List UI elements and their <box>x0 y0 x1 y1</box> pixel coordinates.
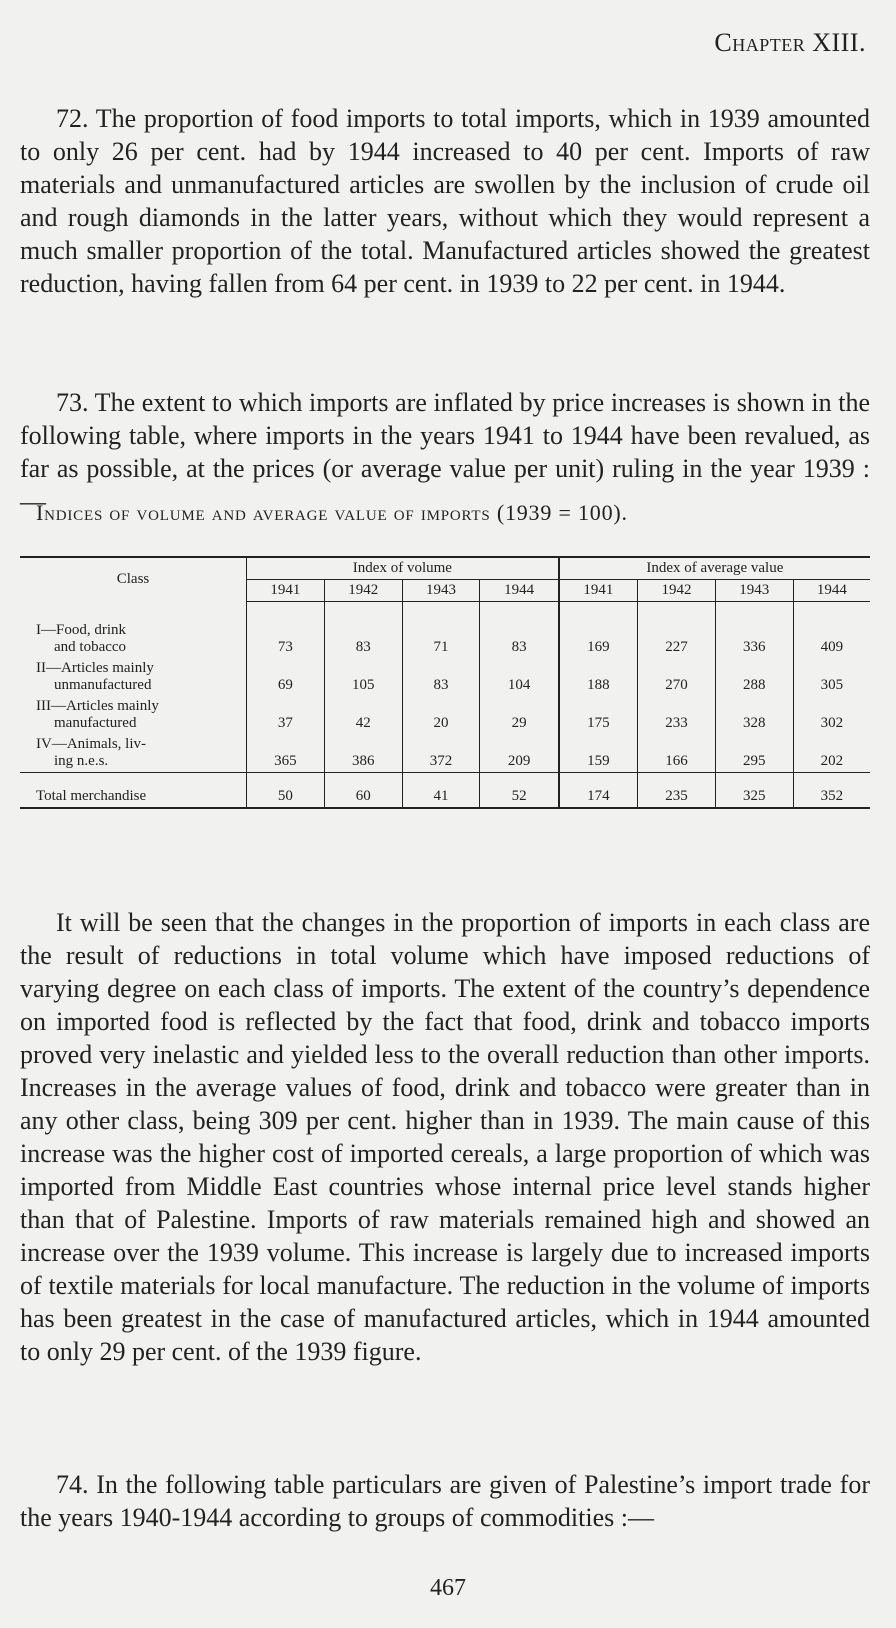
value-cell: 288 <box>715 658 793 696</box>
value-cell: 328 <box>715 696 793 734</box>
total-row <box>20 773 870 809</box>
year-header: 1941 <box>247 580 325 602</box>
table-row <box>20 658 870 696</box>
volume-cell: 104 <box>480 658 559 696</box>
volume-cell: 50 <box>247 773 325 809</box>
value-cell: 235 <box>638 773 716 809</box>
volume-cell: 83 <box>480 602 559 659</box>
year-header: 1944 <box>793 580 870 602</box>
class-label: IV—Animals, liv- ing n.e.s. <box>36 736 146 769</box>
volume-cell: 73 <box>247 602 325 659</box>
value-cell: 295 <box>715 734 793 773</box>
value-cell: 409 <box>793 602 870 659</box>
value-cell: 302 <box>793 696 870 734</box>
total-label: Total merchandise <box>20 773 247 809</box>
table-row <box>20 602 870 659</box>
class-label: I—Food, drink and tobacco <box>36 622 127 655</box>
indices-table <box>20 556 870 809</box>
value-cell: 227 <box>638 602 716 659</box>
volume-group-header: Index of volume <box>247 557 559 580</box>
class-label: II—Articles mainly unmanufactured <box>36 660 154 693</box>
table-row <box>20 734 870 773</box>
value-cell: 202 <box>793 734 870 773</box>
year-header: 1943 <box>715 580 793 602</box>
value-cell: 175 <box>559 696 638 734</box>
year-header: 1942 <box>638 580 716 602</box>
volume-cell: 365 <box>247 734 325 773</box>
paragraph-73-continued: It will be seen that the changes in the proportion of imports in each class are the result of reductions in total volume which have imposed reductions of varying degree on each class of imports. The extent of the country’s dependence on imported food is reflected by the fact that food, drink and tobacco imports proved very inelastic and yielded less to the overall reduction than other imports. Increases in the average values of food, drink and tobacco were greater than in any other class, being 309 per cent. higher than in 1939. The main cause of this increase was the higher cost of imported cereals, a large proportion of which was imported from Middle East countries whose internal price level stands higher than that of Palestine. Imports of raw materials remained high and showed an increase over the 1939 volume. This increase is largely due to increased imports of textile materials for local manufacture. The reduction in the volume of imports has been greatest in the case of manufactured articles, which in 1944 amounted to only 29 per cent. of the 1939 figure. <box>20 908 870 1366</box>
class-label: III—Articles mainly manufactured <box>36 698 159 731</box>
value-cell: 325 <box>715 773 793 809</box>
value-group-header: Index of average value <box>559 557 870 580</box>
volume-cell: 105 <box>324 658 402 696</box>
value-cell: 336 <box>715 602 793 659</box>
volume-cell: 60 <box>324 773 402 809</box>
volume-cell: 52 <box>480 773 559 809</box>
volume-cell: 83 <box>402 658 480 696</box>
value-cell: 188 <box>559 658 638 696</box>
volume-cell: 69 <box>247 658 325 696</box>
volume-cell: 41 <box>402 773 480 809</box>
value-cell: 159 <box>559 734 638 773</box>
paragraph-74: 74. In the following table particulars are given of Palestine’s import trade for the years 1940-1944 according to groups of commodities :— <box>20 1470 870 1532</box>
class-column-header: Class <box>20 557 247 602</box>
value-cell: 169 <box>559 602 638 659</box>
year-header: 1942 <box>324 580 402 602</box>
volume-cell: 37 <box>247 696 325 734</box>
value-cell: 233 <box>638 696 716 734</box>
value-cell: 352 <box>793 773 870 809</box>
chapter-heading: Chapter XIII. <box>714 28 866 57</box>
year-header: 1941 <box>559 580 638 602</box>
value-cell: 174 <box>559 773 638 809</box>
volume-cell: 209 <box>480 734 559 773</box>
value-cell: 305 <box>793 658 870 696</box>
paragraph-73: 73. The extent to which imports are inflated by price increases is shown in the following table, where imports in the years 1941 to 1944 have been revalued, as far as possible, at the prices (or average value per unit) ruling in the year 1939 :— <box>20 388 870 516</box>
volume-cell: 29 <box>480 696 559 734</box>
volume-cell: 42 <box>324 696 402 734</box>
paragraph-72: 72. The proportion of food imports to total imports, which in 1939 amounted to only 26 per cent. had by 1944 increased to 40 per cent. Imports of raw materials and unmanufactured articles are swollen by the inclusion of crude oil and rough diamonds in the latter years, without which they would represent a much smaller proportion of the total. Manufactured articles showed the greatest reduction, having fallen from 64 per cent. in 1939 to 22 per cent. in 1944. <box>20 104 870 298</box>
volume-cell: 83 <box>324 602 402 659</box>
value-cell: 270 <box>638 658 716 696</box>
volume-cell: 372 <box>402 734 480 773</box>
volume-cell: 386 <box>324 734 402 773</box>
volume-cell: 71 <box>402 602 480 659</box>
volume-cell: 20 <box>402 696 480 734</box>
table-row <box>20 696 870 734</box>
year-header: 1944 <box>480 580 559 602</box>
year-header: 1943 <box>402 580 480 602</box>
table-title: Indices of volume and average value of imports (1939 = 100). <box>36 500 628 525</box>
page-number: 467 <box>430 1575 466 1601</box>
value-cell: 166 <box>638 734 716 773</box>
